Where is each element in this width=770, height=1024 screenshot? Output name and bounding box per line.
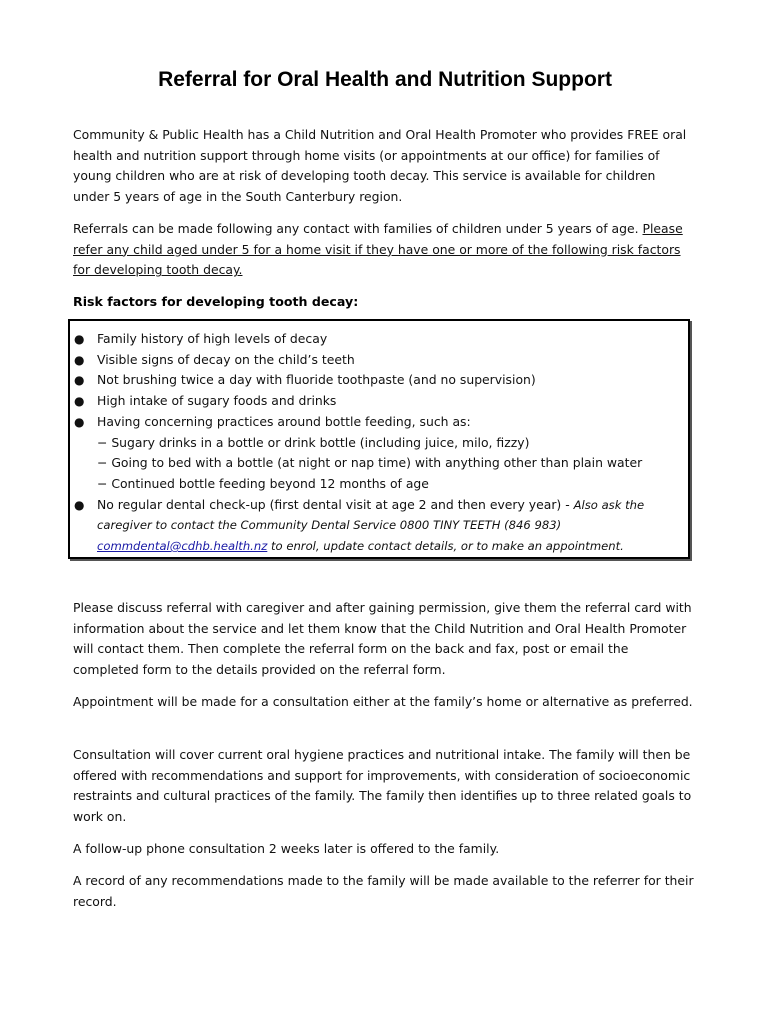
bottle-subitem: − Sugary drinks in a bottle or drink bottle (including juice, milo, fizzy) bbox=[97, 434, 530, 450]
bottle-subitem: − Going to bed with a bottle (at night or nap time) with anything other than plain water bbox=[97, 455, 643, 471]
discuss-paragraph: Please discuss referral with caregiver and after gaining permission, give them the referral card with information about the service and let them know that the Child Nutrition and Oral Health Promoter will contact them. Then complete the referral form on the back and fax, post or email the completed form to the details provided on the referral form. bbox=[73, 600, 692, 678]
page-title: Referral for Oral Health and Nutrition Support bbox=[158, 68, 612, 91]
referral-intro-text: Referrals can be made following any contact with families of children under 5 years of age. bbox=[73, 221, 639, 236]
bullet-icon: ● bbox=[74, 352, 85, 367]
bullet-icon: ● bbox=[74, 394, 85, 409]
list-item: ● Not brushing twice a day with fluoride toothpaste (and no supervision) bbox=[70, 370, 688, 391]
list-item: ● Having concerning practices around bottle feeding, such as: − Sugary drinks in a bottle or drink bottle (including juice, milo, fizzy) − Going to bed with a bottle (at night or nap time) with anything other than plain water − Continued bottle feeding beyond 12 months of age bbox=[70, 412, 688, 495]
list-item bbox=[70, 495, 688, 557]
intro-paragraph: Community & Public Health has a Child Nutrition and Oral Health Promoter who provides FREE oral health and nutrition support through home visits (or appointments at our office) for families of young children who are at risk of developing tooth decay. This service is available for children under 5 years of age in the South Canterbury region. bbox=[73, 127, 687, 205]
bullet-icon: ● bbox=[74, 497, 85, 512]
bottle-subitem: − Continued bottle feeding beyond 12 months of age bbox=[97, 475, 429, 491]
referral-paragraph bbox=[73, 219, 695, 281]
risk-factors-box bbox=[68, 319, 690, 559]
dental-note-end: to enrol, update contact details, or to make an appointment. bbox=[267, 539, 624, 554]
appointment-paragraph: Appointment will be made for a consultation either at the family’s home or alternative as preferred. bbox=[73, 694, 693, 709]
bullet-icon: ● bbox=[74, 332, 85, 346]
followup-paragraph: A follow-up phone consultation 2 weeks later is offered to the family. bbox=[73, 841, 500, 856]
record-paragraph: A record of any recommendations made to the family will be made available to the referrer for their record. bbox=[73, 873, 694, 909]
bullet-icon: ● bbox=[74, 414, 85, 429]
risk-factors-list bbox=[70, 329, 688, 557]
consultation-paragraph: Consultation will cover current oral hygiene practices and nutritional intake. The family will then be offered with recommendations and support for improvements, with consideration of socioeconomic restraints and cultural practices of the family. The family then identifies up to three related goals to work on. bbox=[73, 747, 692, 825]
dental-note: Also ask the caregiver to contact the Community Dental Service 0800 TINY TEETH (846 983) bbox=[97, 497, 645, 533]
list-item: ● Family history of high levels of decay bbox=[70, 329, 688, 350]
list-item: ● Visible signs of decay on the child’s teeth bbox=[70, 350, 688, 371]
bullet-icon: ● bbox=[74, 373, 85, 388]
risk-factors-heading: Risk factors for developing tooth decay: bbox=[73, 294, 359, 309]
list-item: ● High intake of sugary foods and drinks bbox=[70, 391, 688, 412]
referral-underlined-text: Please refer any child aged under 5 for a home visit if they have one or more of the following risk factors for developing tooth decay. bbox=[73, 221, 683, 278]
dental-item-text: No regular dental check-up (first dental visit at age 2 and then every year) - bbox=[97, 496, 574, 512]
dental-email-link[interactable]: commdental@cdhb.health.nz bbox=[97, 539, 268, 554]
